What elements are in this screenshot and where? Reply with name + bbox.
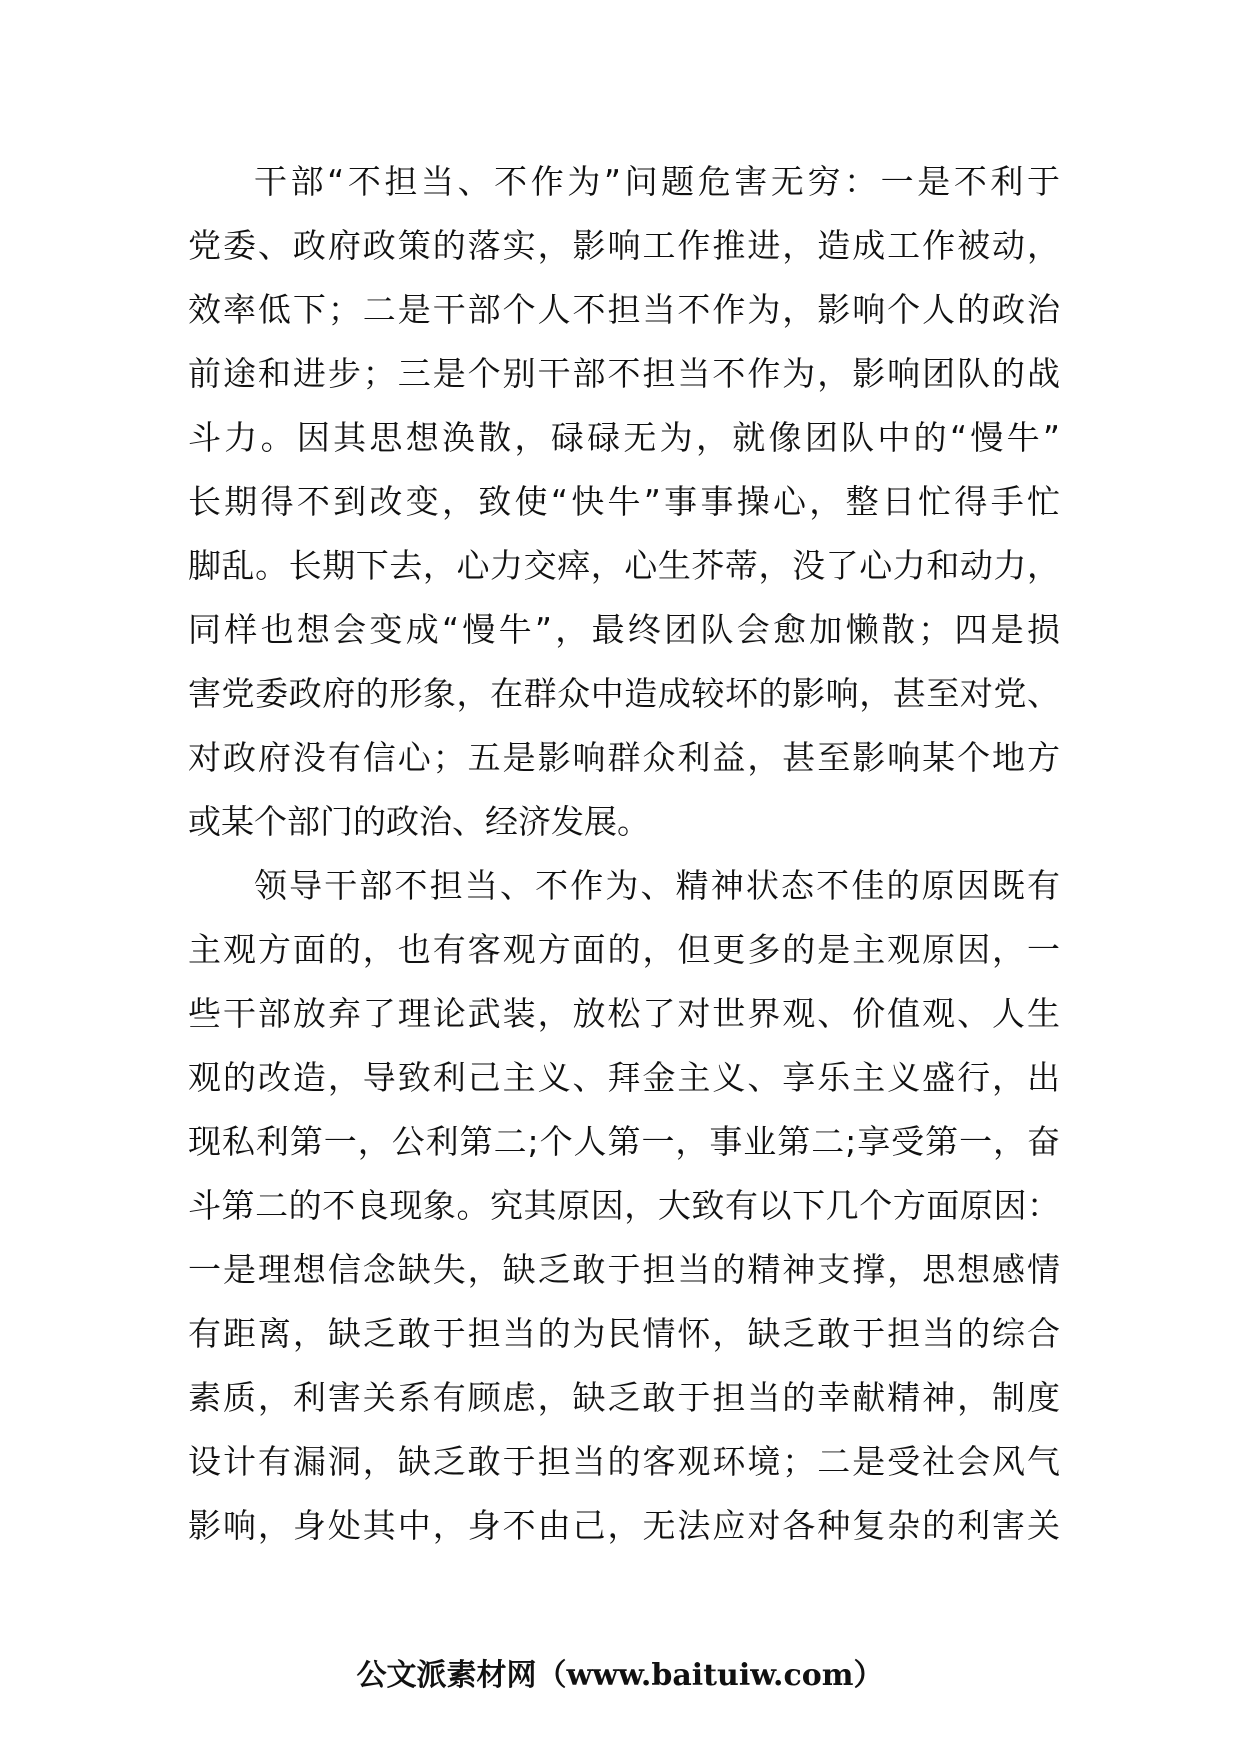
body-text [188, 150, 1060, 1558]
text-line: 些干部放弃了理论武装，放松了对世界观、价值观、人生 [188, 994, 1060, 1033]
text-line: 害党委政府的形象，在群众中造成较坏的影响，甚至对党、 [188, 674, 1060, 713]
text-line: 设计有漏洞，缺乏敢于担当的客观环境；二是受社会风气 [188, 1442, 1060, 1481]
text-line: 观的改造，导致利己主义、拜金主义、享乐主义盛行，出 [188, 1058, 1060, 1097]
text-line: 现私利第一，公利第二;个人第一，事业第二;享受第一，奋 [188, 1122, 1060, 1161]
text-line: 素质，利害关系有顾虑，缺乏敢于担当的幸献精神，制度 [188, 1378, 1060, 1417]
text-line: 前途和进步；三是个别干部不担当不作为，影响团队的战 [188, 354, 1060, 393]
footer-watermark: 公文派素材网（www.baituiw.com） [356, 1658, 884, 1693]
text-line: 斗力。因其思想涣散，碌碌无为，就像团队中的“慢牛” [188, 418, 1060, 457]
text-line: 效率低下；二是干部个人不担当不作为，影响个人的政治 [188, 290, 1060, 329]
text-line: 有距离，缺乏敢于担当的为民情怀，缺乏敢于担当的综合 [188, 1314, 1060, 1353]
text-line: 干部“不担当、不作为”问题危害无穷：一是不利于 [254, 162, 1060, 201]
text-line: 或某个部门的政治、经济发展。 [188, 802, 650, 841]
text-line: 党委、政府政策的落实，影响工作推进，造成工作被动， [188, 226, 1060, 265]
text-line: 同样也想会变成“慢牛”，最终团队会愈加懒散；四是损 [188, 610, 1060, 649]
text-line: 领导干部不担当、不作为、精神状态不佳的原因既有 [254, 866, 1060, 905]
text-line: 一是理想信念缺失，缺乏敢于担当的精神支撑，思想感情 [188, 1250, 1060, 1289]
text-line: 对政府没有信心；五是影响群众利益，甚至影响某个地方 [188, 738, 1060, 777]
text-line: 长期得不到改变，致使“快牛”事事操心，整日忙得手忙 [188, 482, 1060, 521]
text-line: 斗第二的不良现象。究其原因，大致有以下几个方面原因： [188, 1186, 1060, 1225]
text-line: 脚乱。长期下去，心力交瘁，心生芥蒂，没了心力和动力， [188, 546, 1060, 585]
text-line: 主观方面的，也有客观方面的，但更多的是主观原因，一 [188, 930, 1060, 969]
text-line: 影响，身处其中，身不由己，无法应对各种复杂的利害关 [188, 1506, 1060, 1545]
